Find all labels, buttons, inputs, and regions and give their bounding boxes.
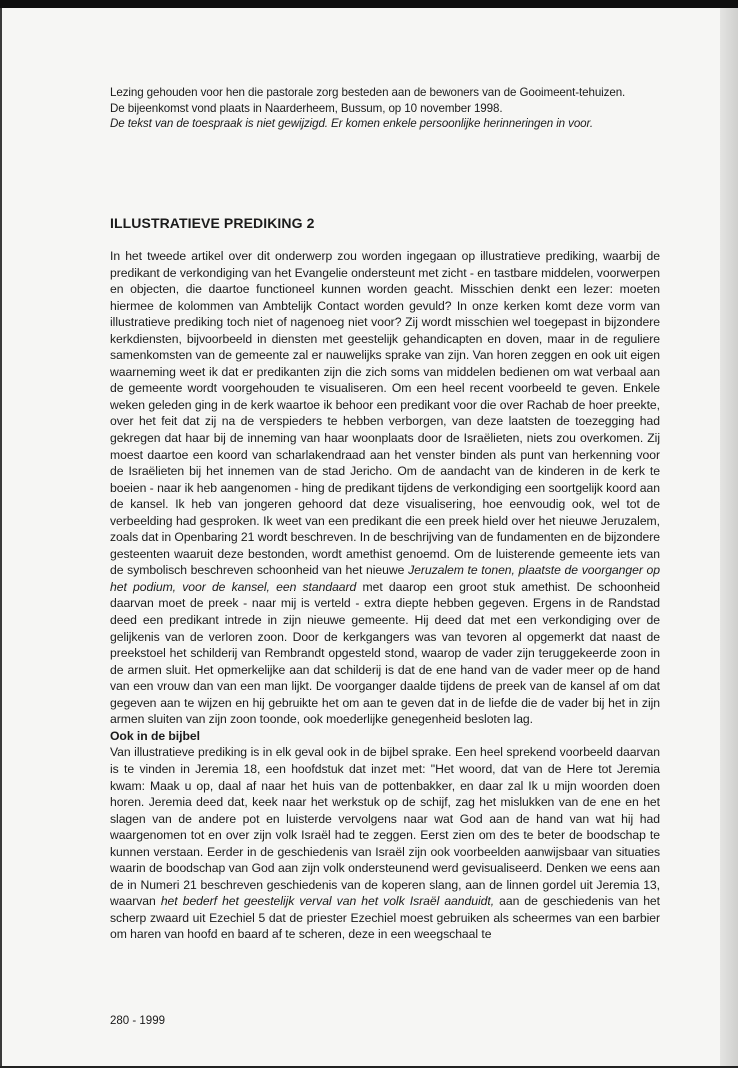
paragraph-2-italic: het bederf het geestelijk verval van het volk Israël aanduidt, [160, 894, 495, 909]
section-heading: Ook in de bijbel [110, 728, 200, 743]
article-body [110, 248, 660, 943]
paragraph-1-part-a: In het tweede artikel over dit onderwerp zou worden ingegaan op illustratieve prediking, waarbij de predikant de verkondiging van het Evangelie ondersteunt met zicht - en tastbare middelen, voorwerpen en objecten, die daartoe functioneel kunnen worden geacht. Misschien denkt een lezer: moeten hiermee de kolommen van Ambtelijk Contact worden gevuld? In onze kerken komt deze vorm van illustratieve prediking toch niet of nagenoeg niet voor? Zij wordt misschien wel toegepast in bijzondere kerkdiensten, bijvoorbeeld in diensten met geestelijk gehandicapten en doven, maar in de reguliere samenkomsten van de gemeente zal er nauwelijks sprake van zijn. Van horen zeggen en ook uit eigen waarneming weet ik dat er predikanten zijn die zich soms van middelen bedienen om wat verbaal aan de gemeente wordt voorgehouden te visualiseren. Om een heel recent voorbeeld te geven. Enkele weken geleden ging in de kerk waartoe ik behoor een predikant voor die over Rachab de hoer preekte, over het feit dat zij na de verspieders te hebben verborgen, van deze laatsten de toezegging had gekregen dat haar bij de inneming van haar woonplaats door de Israëlieten, niets zou overkomen. Zij moest daartoe een koord van scharlakendraad aan het venster binden als punt van herkenning voor de Israëlieten bij het innemen van de stad Jericho. Om de aandacht van de kinderen in de kerk te boeien - naar ik heb aangenomen - hing de predikant tijdens de verkondiging een soortgelijk koord aan de kansel. Ik heb van jongeren gehoord dat deze visualisering, hoe eenvoudig ook, wel tot de verbeelding had gesproken. Ik weet van een predikant die een preek hield over het nieuwe Jeruzalem, zoals dat in Openbaring 21 wordt beschreven. In de beschrijving van de fundamenten en de bijzondere gesteenten waaruit deze bestonden, wordt amethist genoemd. Om de luisterende gemeente iets van de symbolisch beschreven schoonheid van het nieuwe [110, 249, 660, 578]
scan-left-border [0, 8, 2, 1068]
paragraph-2-part-a: Van illustratieve prediking is in elk geval ook in de bijbel sprake. Een heel sprekend voorbeeld daarvan is te vinden in Jeremia 18, een hoofdstuk dat inzet met: "Het woord, dat van de Here tot Jeremia kwam: Maak u op, daal af naar het huis van de pottenbakker, en daar zal Ik u mijn woorden doen horen. Jeremia deed dat, keek naar het werkstuk op de schijf, zag het mislukken van de ene en het slagen van de andere pot en luisterde vervolgens naar wat God aan de hand van wat hij had waargenomen tot en over zijn volk Israël had te zeggen. Eerst zien om des te beter de boodschap te kunnen verstaan. Eerder in de geschiedenis van Israël zijn ook voorbeelden aanwijsbaar van situaties waarin de boodschap van God aan zijn volk ondersteunend werd gevisualiseerd. Denken we eens aan de in Numeri 21 beschreven geschiedenis van de koperen slang, aan de linnen gordel uit Jeremia 13, waarvan [110, 745, 660, 909]
intro-line-1: Lezing gehouden voor hen die pastorale zorg besteden aan de bewoners van de Gooimeent-tehuizen. [110, 86, 626, 99]
document-page [110, 85, 661, 942]
paragraph-2-part-c: aan de geschiedenis van het scherp zwaard uit Ezechiel 5 dat de priester Ezechiel moest gebruiken als scheermes van een barbier om haren van hoofd en baard af te scheren, deze in een weegschaal te [110, 894, 660, 942]
paragraph-1-part-c: met daarop een groot stuk amethist. De schoonheid daarvan moet de preek - naar mij is verteld - extra diepte hebben gegeven. Ergens in de Randstad deed een predikant intrede in zijn nieuwe gemeente. Hij deed dat met een verkondiging over de gelijkenis van de verloren zoon. Door de kerkgangers was van tevoren al opgemerkt dat naast de preekstoel het schilderij van Rembrandt opgesteld stond, waarop de vader zijn teruggekeerde zoon in de armen sluit. Het opmerkelijke aan dat schilderij is dat de ene hand van de vader meer op de hand van een vrouw dan van een man lijkt. De voorganger daalde tijdens de preek van de kansel af om dat gegeven aan te wijzen en hij gebruikte het om aan te geven dat in de liefde die de vader bij het in zijn armen sluiten van zijn zoon toonde, ook moederlijke genegenheid besloten lag. [110, 579, 661, 727]
paragraph-2 [110, 744, 660, 943]
paragraph-1-italic: Jeruzalem te tonen, plaatste de voorganger op het podium, voor de kansel, een standaard [110, 563, 660, 594]
paragraph-1 [110, 248, 660, 728]
scan-top-border [0, 0, 738, 8]
intro-line-2: De bijeenkomst vond plaats in Naarderheem, Bussum, op 10 november 1998. [110, 101, 503, 115]
intro-note [110, 85, 660, 132]
scan-right-edge [720, 8, 738, 1068]
article-title: ILLUSTRATIEVE PREDIKING 2 [110, 215, 315, 231]
intro-line-3: De tekst van de toespraak is niet gewijzigd. Er komen enkele persoonlijke herinneringen in voor. [110, 117, 593, 130]
page-number-footer: 280 - 1999 [110, 1015, 165, 1027]
